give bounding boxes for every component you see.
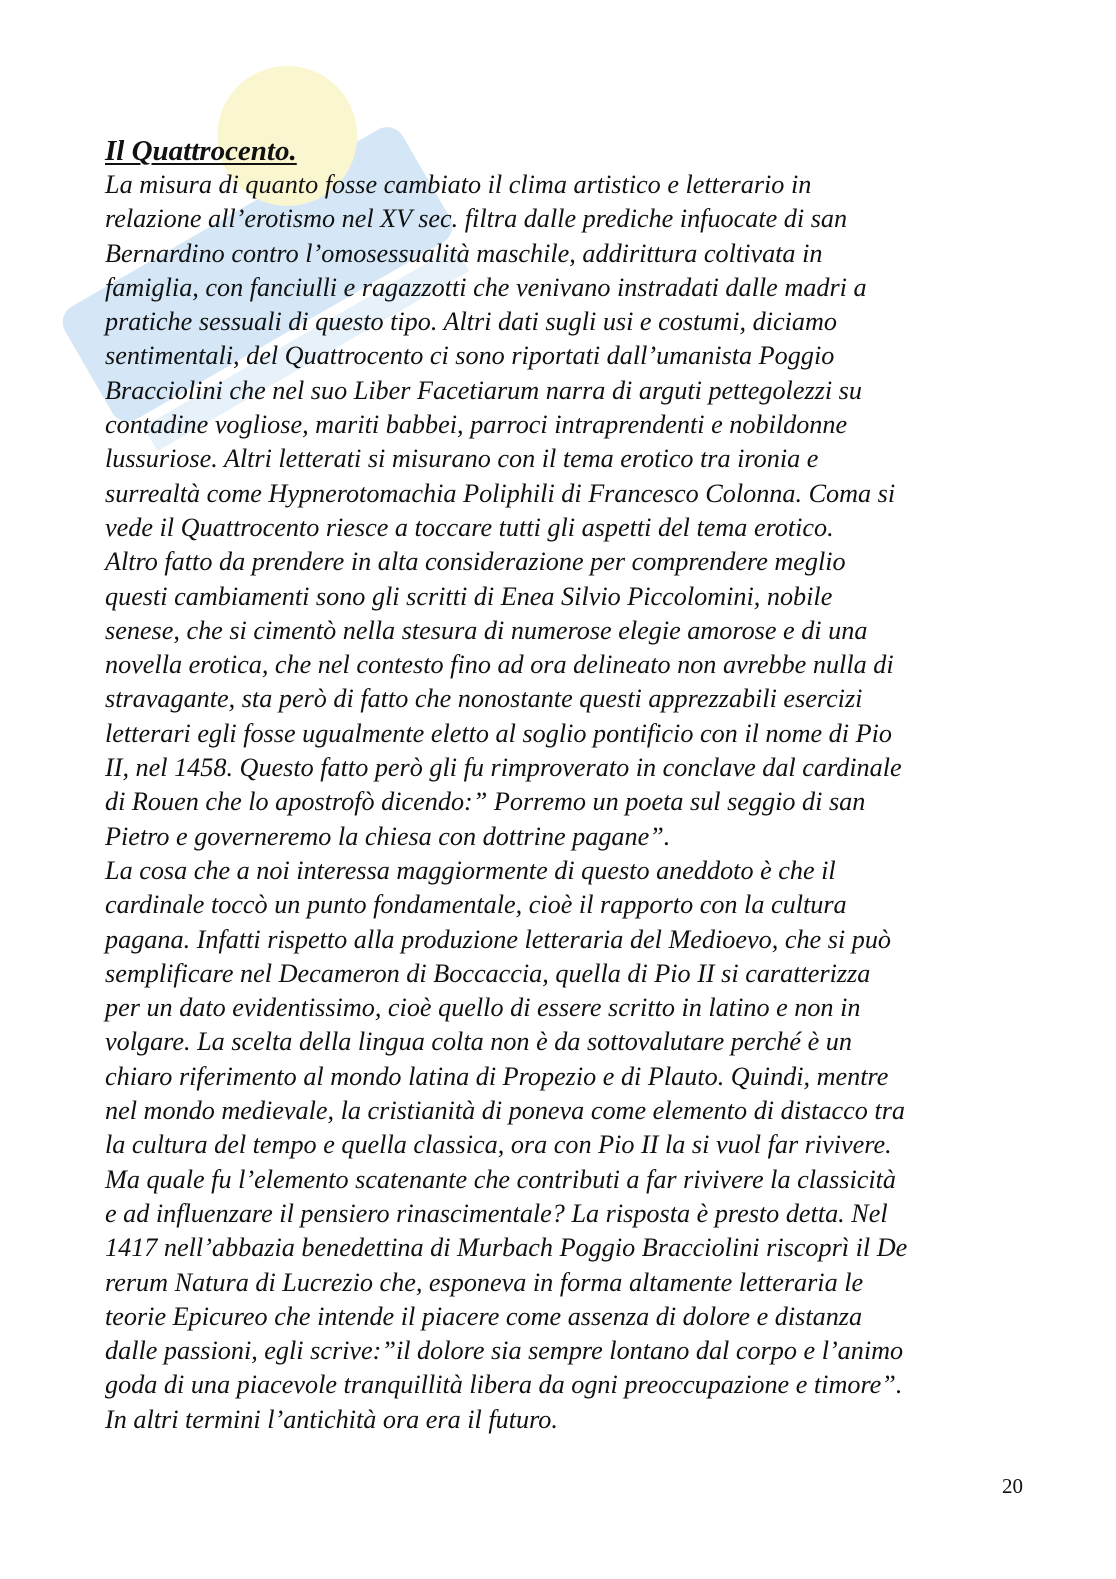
text-line: La misura di quanto fosse cambiato il clima artistico e letterario in — [105, 170, 812, 199]
text-line: senese, che si cimentò nella stesura di numerose elegie amorose e di una — [105, 615, 868, 645]
text-line: volgare. La scelta della lingua colta non è da sottovalutare perché è un — [105, 1027, 852, 1057]
text-line: la cultura del tempo e quella classica, ora con Pio II la si vuol far rivivere. — [105, 1130, 892, 1160]
text-line: letterari egli fosse ugualmente eletto al soglio pontificio con il nome di Pio — [105, 718, 892, 748]
text-line: Altro fatto da prendere in alta considerazione per comprendere meglio — [105, 547, 846, 577]
body-text — [105, 168, 1030, 1437]
text-line: 1417 nell’abbazia benedettina di Murbach Poggio Bracciolini riscoprì il De — [105, 1233, 908, 1263]
text-line: nel mondo medievale, la cristianità di poneva come elemento di distacco tra — [105, 1096, 905, 1126]
text-line: Bracciolini che nel suo Liber Facetiarum narra di arguti pettegolezzi su — [105, 375, 862, 405]
text-line: dalle passioni, egli scrive:”il dolore sia sempre lontano dal corpo e l’animo — [105, 1336, 904, 1366]
text-line: surrealtà come Hypnerotomachia Poliphili di Francesco Colonna. Coma si — [105, 478, 896, 508]
text-line: In altri termini l’antichità ora era il futuro. — [105, 1404, 558, 1434]
text-line: per un dato evidentissimo, cioè quello di essere scritto in latino e non in — [105, 993, 861, 1023]
text-line: teorie Epicureo che intende il piacere come assenza di dolore e distanza — [105, 1301, 863, 1331]
text-line: relazione all’erotismo nel XV sec. filtra dalle prediche infuocate di san — [105, 204, 848, 234]
text-line: II, nel 1458. Questo fatto però gli fu rimproverato in conclave dal cardinale — [105, 753, 902, 783]
text-line: vede il Quattrocento riesce a toccare tutti gli aspetti del tema erotico. — [105, 512, 834, 542]
text-line: questi cambiamenti sono gli scritti di Enea Silvio Piccolomini, nobile — [105, 581, 833, 611]
text-line: semplificare nel Decameron di Boccaccia, quella di Pio II si caratterizza — [105, 958, 871, 988]
text-line: chiaro riferimento al mondo latina di Propezio e di Plauto. Quindi, mentre — [105, 1061, 889, 1091]
text-line: novella erotica, che nel contesto fino ad ora delineato non avrebbe nulla di — [105, 650, 894, 680]
text-line: cardinale toccò un punto fondamentale, cioè il rapporto con la cultura — [105, 890, 847, 920]
text-line: goda di una piacevole tranquillità libera da ogni preoccupazione e timore”. — [105, 1370, 903, 1400]
text-line: pagana. Infatti rispetto alla produzione letteraria del Medioevo, che si può — [105, 924, 892, 954]
text-line: Bernardino contro l’omosessualità maschile, addirittura coltivata in — [105, 238, 823, 268]
text-line: contadine vogliose, mariti babbei, parroci intraprendenti e nobildonne — [105, 410, 848, 440]
text-line: lussuriose. Altri letterati si misurano con il tema erotico tra ironia e — [105, 444, 819, 474]
document-body — [105, 134, 1030, 1437]
section-title: Il Quattrocento. — [105, 135, 297, 167]
text-line: stravagante, sta però di fatto che nonostante questi apprezzabili esercizi — [105, 684, 863, 714]
text-line: rerum Natura di Lucrezio che, esponeva in forma altamente letteraria le — [105, 1267, 864, 1297]
page-number: 20 — [1002, 1474, 1023, 1498]
text-line: e ad influenzare il pensiero rinascimentale? La risposta è presto detta. Nel — [105, 1198, 888, 1228]
text-line: di Rouen che lo apostrofò dicendo:” Porremo un poeta sul seggio di san — [105, 787, 866, 817]
text-line: sentimentali, del Quattrocento ci sono riportati dall’umanista Poggio — [105, 341, 835, 371]
text-line: famiglia, con fanciulli e ragazzotti che venivano instradati dalle madri a — [105, 272, 867, 302]
text-line: pratiche sessuali di questo tipo. Altri dati sugli usi e costumi, diciamo — [105, 307, 838, 337]
text-line: Ma quale fu l’elemento scatenante che contributi a far rivivere la classicità — [105, 1164, 897, 1194]
text-line: Pietro e governeremo la chiesa con dottrine pagane”. — [105, 821, 671, 851]
text-line: La cosa che a noi interessa maggiormente di questo aneddoto è che il — [105, 855, 836, 885]
